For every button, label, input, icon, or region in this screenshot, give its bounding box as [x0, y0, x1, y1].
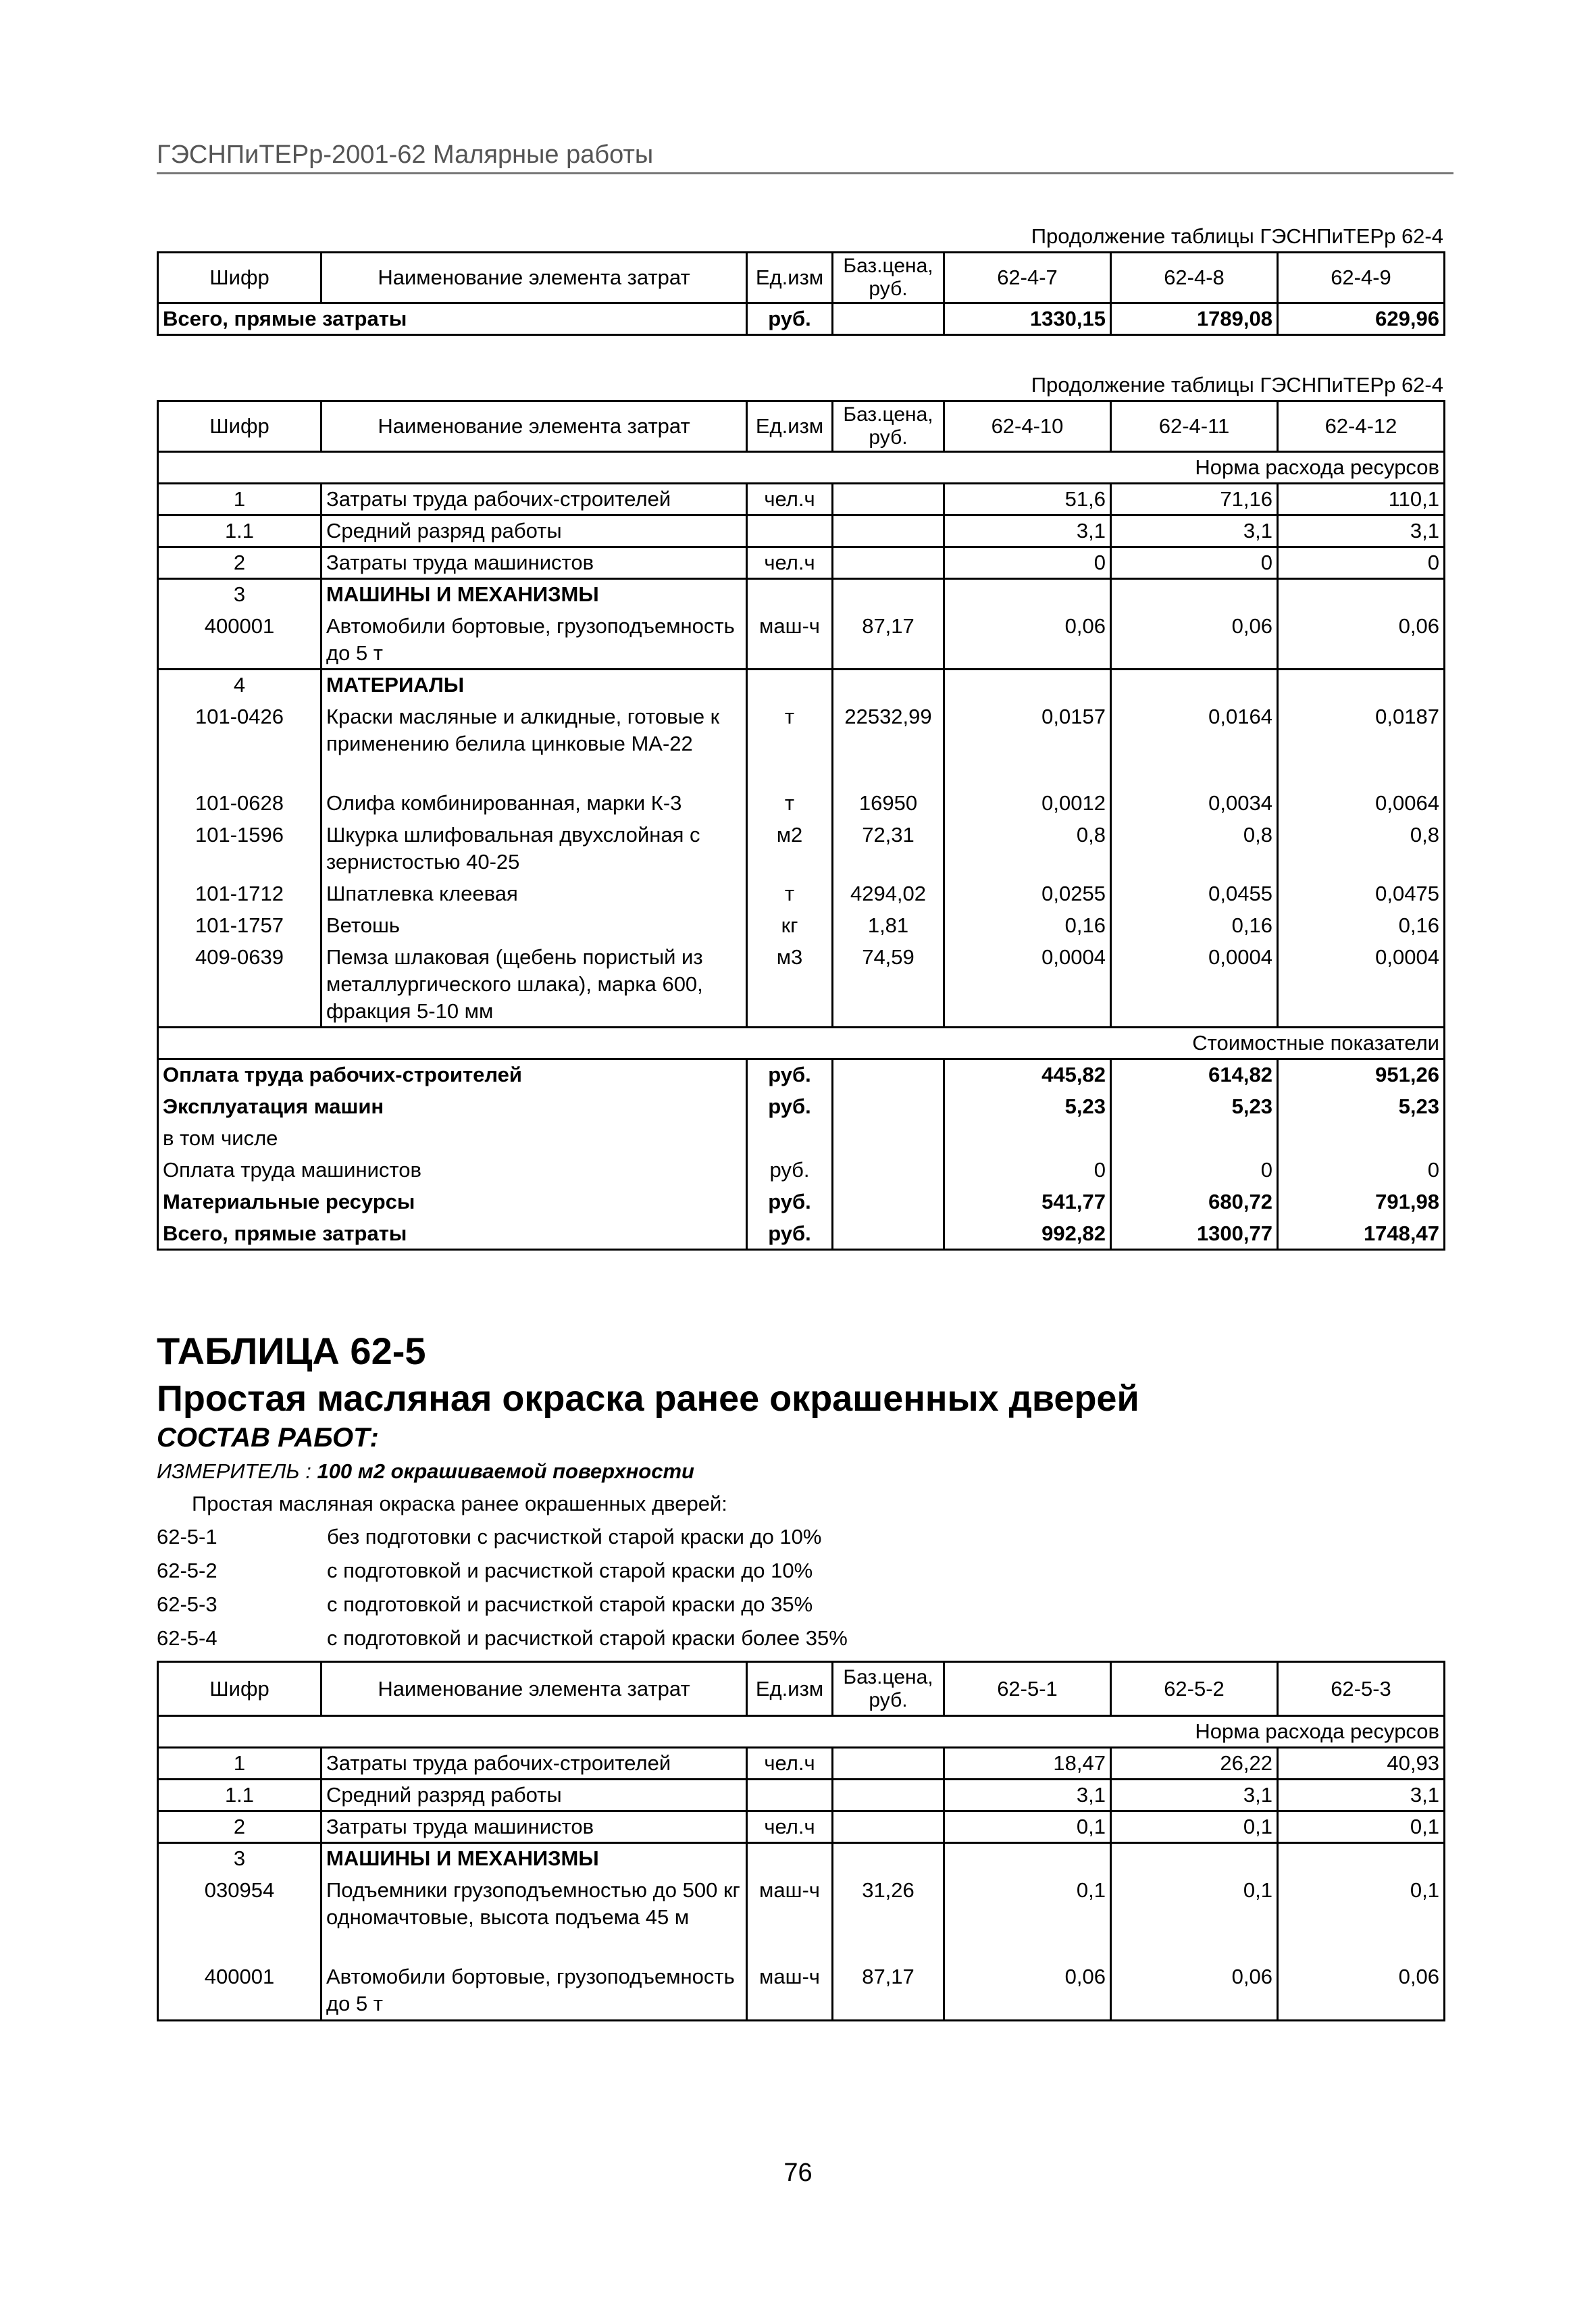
- row-value: 0: [1111, 1155, 1278, 1186]
- header-cell: 62-4-8: [1111, 253, 1278, 303]
- row-value: [1111, 579, 1278, 611]
- row-name: Автомобили бортовые, грузоподъемность до 5 т: [321, 611, 747, 670]
- norm-label-row: [158, 1716, 1445, 1748]
- work-item-text: с подготовкой и расчисткой старой краски до 35%: [327, 1592, 813, 1616]
- row-value: 1748,47: [1278, 1218, 1445, 1250]
- row-name: Олифа комбинированная, марки К-3: [321, 788, 747, 820]
- row-unit: маш-ч: [747, 1961, 833, 2021]
- measurement-unit: [157, 1455, 1443, 1488]
- table-row: [158, 1875, 1445, 1961]
- row-value: 0,0187: [1278, 701, 1445, 788]
- row-value: 3,1: [944, 515, 1111, 547]
- row-code: 101-1596: [158, 820, 321, 878]
- header-cell: 62-4-11: [1111, 401, 1278, 452]
- row-price: [833, 303, 944, 335]
- row-value: [944, 1123, 1111, 1155]
- table-row: [158, 547, 1445, 579]
- work-composition-heading: СОСТАВ РАБОТ:: [157, 1423, 379, 1453]
- row-unit: м3: [747, 942, 833, 1028]
- row-unit: руб.: [747, 303, 833, 335]
- row-value: 0,0064: [1278, 788, 1445, 820]
- table-name: Простая масляная окраска ранее окрашенных дверей: [157, 1378, 1139, 1419]
- header-cell: Шифр: [158, 253, 321, 303]
- row-value: 0,0004: [944, 942, 1111, 1028]
- work-item: [157, 1621, 1443, 1655]
- row-price: [833, 515, 944, 547]
- running-header: ГЭСНПиТЕРр-2001-62 Малярные работы: [157, 141, 1453, 174]
- row-value: 5,23: [944, 1091, 1111, 1123]
- work-item: [157, 1554, 1443, 1588]
- row-code: 400001: [158, 1961, 321, 2021]
- measurement-label: ИЗМЕРИТЕЛЬ :: [157, 1459, 311, 1483]
- row-price: [833, 484, 944, 515]
- row-unit: чел.ч: [747, 1811, 833, 1843]
- row-price: [833, 1059, 944, 1091]
- row-unit: т: [747, 701, 833, 788]
- row-value: 0,1: [1111, 1811, 1278, 1843]
- row-name: Затраты труда рабочих-строителей: [321, 484, 747, 515]
- row-unit: чел.ч: [747, 547, 833, 579]
- row-value: 0,8: [1278, 820, 1445, 878]
- row-value: 0,06: [1278, 611, 1445, 670]
- row-name: МАШИНЫ И МЕХАНИЗМЫ: [321, 1843, 747, 1875]
- row-value: 51,6: [944, 484, 1111, 515]
- section-row: [158, 1843, 1445, 1875]
- row-unit: чел.ч: [747, 484, 833, 515]
- row-price: [833, 1843, 944, 1875]
- row-code: 101-0628: [158, 788, 321, 820]
- row-code: 1.1: [158, 1780, 321, 1811]
- header-cell: 62-5-1: [944, 1662, 1111, 1716]
- row-value: 0: [1278, 1155, 1445, 1186]
- row-name: Оплата труда машинистов: [158, 1155, 747, 1186]
- cost-row: [158, 1059, 1445, 1091]
- row-value: 0,16: [1111, 910, 1278, 942]
- table-row: [158, 788, 1445, 820]
- table-row: [158, 484, 1445, 515]
- table-row: [158, 303, 1445, 335]
- row-unit: [747, 1123, 833, 1155]
- row-unit: т: [747, 878, 833, 910]
- row-price: [833, 1218, 944, 1250]
- norm-label: Норма расхода ресурсов: [158, 452, 1445, 484]
- row-price: [833, 1748, 944, 1780]
- row-value: 3,1: [944, 1780, 1111, 1811]
- row-code: 400001: [158, 611, 321, 670]
- row-price: 16950: [833, 788, 944, 820]
- cost-row: [158, 1218, 1445, 1250]
- table-row: [158, 1780, 1445, 1811]
- row-value: 791,98: [1278, 1186, 1445, 1218]
- row-value: 0,0157: [944, 701, 1111, 788]
- row-value: 629,96: [1278, 303, 1445, 335]
- cost-table: [157, 251, 1445, 336]
- row-value: 26,22: [1111, 1748, 1278, 1780]
- row-unit: маш-ч: [747, 611, 833, 670]
- row-price: 74,59: [833, 942, 944, 1028]
- row-price: [833, 1811, 944, 1843]
- row-value: 3,1: [1111, 1780, 1278, 1811]
- row-code: 1: [158, 484, 321, 515]
- row-value: 0,0034: [1111, 788, 1278, 820]
- row-unit: [747, 1843, 833, 1875]
- header-cell: Ед.изм: [747, 1662, 833, 1716]
- page-number: 76: [783, 2159, 813, 2187]
- row-code: 4: [158, 670, 321, 701]
- work-item-code: 62-5-4: [157, 1626, 217, 1650]
- work-item-text: с подготовкой и расчисткой старой краски до 10%: [327, 1559, 813, 1582]
- work-item-code: 62-5-2: [157, 1559, 217, 1582]
- row-value: 0,16: [944, 910, 1111, 942]
- row-value: 0,0004: [1278, 942, 1445, 1028]
- row-value: 1300,77: [1111, 1218, 1278, 1250]
- table-header-row: [158, 253, 1445, 303]
- cost-label: Стоимостные показатели: [158, 1028, 1445, 1059]
- row-value: 18,47: [944, 1748, 1111, 1780]
- work-item: [157, 1588, 1443, 1621]
- row-unit: руб.: [747, 1155, 833, 1186]
- work-item-code: 62-5-3: [157, 1592, 217, 1616]
- row-name: МАШИНЫ И МЕХАНИЗМЫ: [321, 579, 747, 611]
- row-price: [833, 1091, 944, 1123]
- row-name: Средний разряд работы: [321, 1780, 747, 1811]
- row-price: [833, 1186, 944, 1218]
- row-name: Эксплуатация машин: [158, 1091, 747, 1123]
- table-62-4-part1: [157, 222, 1443, 336]
- table-62-4-part2: [157, 370, 1443, 1251]
- row-value: 110,1: [1278, 484, 1445, 515]
- header-cell: Баз.цена, руб.: [833, 1662, 944, 1716]
- row-value: [1111, 670, 1278, 701]
- row-code: 2: [158, 1811, 321, 1843]
- row-value: 0,1: [1278, 1811, 1445, 1843]
- table-caption: Продолжение таблицы ГЭСНПиТЕРр 62-4: [1031, 373, 1443, 397]
- row-price: [833, 579, 944, 611]
- row-price: 87,17: [833, 1961, 944, 2021]
- row-value: 992,82: [944, 1218, 1111, 1250]
- work-intro: Простая масляная окраска ранее окрашенных дверей:: [192, 1492, 727, 1515]
- header-cell: 62-5-3: [1278, 1662, 1445, 1716]
- row-code: 101-1757: [158, 910, 321, 942]
- row-name: Оплата труда рабочих-строителей: [158, 1059, 747, 1091]
- row-value: 0: [944, 547, 1111, 579]
- row-unit: руб.: [747, 1186, 833, 1218]
- row-unit: чел.ч: [747, 1748, 833, 1780]
- table-row: [158, 515, 1445, 547]
- row-value: 0,06: [944, 1961, 1111, 2021]
- row-code: 2: [158, 547, 321, 579]
- row-value: 0,0004: [1111, 942, 1278, 1028]
- row-name: в том числе: [158, 1123, 747, 1155]
- row-value: 0,06: [1111, 1961, 1278, 2021]
- header-cell: 62-4-9: [1278, 253, 1445, 303]
- table-row: [158, 820, 1445, 878]
- table-62-5-intro: [157, 1330, 1443, 1655]
- row-price: [833, 1780, 944, 1811]
- table-row: [158, 910, 1445, 942]
- cost-row: [158, 1155, 1445, 1186]
- row-value: 1789,08: [1111, 303, 1278, 335]
- row-code: 101-0426: [158, 701, 321, 788]
- row-value: 0,8: [944, 820, 1111, 878]
- row-value: 0,8: [1111, 820, 1278, 878]
- header-cell: Шифр: [158, 1662, 321, 1716]
- row-name: Затраты труда рабочих-строителей: [321, 1748, 747, 1780]
- header-cell: Шифр: [158, 401, 321, 452]
- row-value: [1111, 1843, 1278, 1875]
- header-cell: Наименование элемента затрат: [321, 253, 747, 303]
- header-cell: Баз.цена, руб.: [833, 253, 944, 303]
- work-item-text: без подготовки с расчисткой старой краски до 10%: [327, 1525, 822, 1549]
- row-name: Пемза шлаковая (щебень пористый из металлургического шлака), марка 600, фракция 5-10 мм: [321, 942, 747, 1028]
- row-unit: [747, 670, 833, 701]
- table-row: [158, 611, 1445, 670]
- row-name: Материальные ресурсы: [158, 1186, 747, 1218]
- work-item-code: 62-5-1: [157, 1525, 217, 1549]
- header-cell: Ед.изм: [747, 253, 833, 303]
- row-value: 3,1: [1278, 1780, 1445, 1811]
- header-cell: 62-4-12: [1278, 401, 1445, 452]
- row-value: 951,26: [1278, 1059, 1445, 1091]
- row-value: [1278, 670, 1445, 701]
- work-item-text: с подготовкой и расчисткой старой краски более 35%: [327, 1626, 848, 1650]
- row-value: 3,1: [1278, 515, 1445, 547]
- row-name: Шкурка шлифовальная двухслойная с зернистостью 40-25: [321, 820, 747, 878]
- norm-label-row: [158, 452, 1445, 484]
- row-value: 680,72: [1111, 1186, 1278, 1218]
- row-value: 0: [1111, 547, 1278, 579]
- table-header-row: [158, 401, 1445, 452]
- row-value: [944, 670, 1111, 701]
- row-value: [1111, 1123, 1278, 1155]
- row-unit: [747, 515, 833, 547]
- row-value: 0,06: [944, 611, 1111, 670]
- row-price: 72,31: [833, 820, 944, 878]
- table-row: [158, 1811, 1445, 1843]
- row-value: 0: [1278, 547, 1445, 579]
- cost-row: [158, 1123, 1445, 1155]
- header-cell: 62-4-10: [944, 401, 1111, 452]
- row-unit: м2: [747, 820, 833, 878]
- row-value: 0,1: [1278, 1875, 1445, 1961]
- table-header-row: [158, 1662, 1445, 1716]
- row-name: Затраты труда машинистов: [321, 1811, 747, 1843]
- row-code: 1: [158, 1748, 321, 1780]
- resource-table: [157, 1661, 1445, 2021]
- row-value: [1278, 1123, 1445, 1155]
- row-name: МАТЕРИАЛЫ: [321, 670, 747, 701]
- row-value: [1278, 1843, 1445, 1875]
- row-name: Автомобили бортовые, грузоподъемность до 5 т: [321, 1961, 747, 2021]
- row-value: [944, 1843, 1111, 1875]
- row-value: 0,1: [1111, 1875, 1278, 1961]
- table-62-5: [157, 1661, 1443, 2021]
- header-cell: Ед.изм: [747, 401, 833, 452]
- row-name: Краски масляные и алкидные, готовые к применению белила цинковые МА-22: [321, 701, 747, 788]
- row-price: [833, 547, 944, 579]
- row-value: 0,0164: [1111, 701, 1278, 788]
- row-unit: т: [747, 788, 833, 820]
- row-value: 71,16: [1111, 484, 1278, 515]
- cost-row: [158, 1091, 1445, 1123]
- row-value: 0,0255: [944, 878, 1111, 910]
- row-code: 3: [158, 1843, 321, 1875]
- row-price: 22532,99: [833, 701, 944, 788]
- row-price: [833, 1123, 944, 1155]
- row-value: 541,77: [944, 1186, 1111, 1218]
- row-name: Затраты труда машинистов: [321, 547, 747, 579]
- table-caption: Продолжение таблицы ГЭСНПиТЕРр 62-4: [1031, 224, 1443, 248]
- row-value: 0,06: [1111, 611, 1278, 670]
- row-price: 4294,02: [833, 878, 944, 910]
- row-value: 40,93: [1278, 1748, 1445, 1780]
- row-value: 1330,15: [944, 303, 1111, 335]
- cost-row: [158, 1186, 1445, 1218]
- row-code: 030954: [158, 1875, 321, 1961]
- row-value: 3,1: [1111, 515, 1278, 547]
- header-cell: 62-5-2: [1111, 1662, 1278, 1716]
- row-unit: маш-ч: [747, 1875, 833, 1961]
- row-name: Средний разряд работы: [321, 515, 747, 547]
- row-value: 0,06: [1278, 1961, 1445, 2021]
- row-value: 0,1: [944, 1811, 1111, 1843]
- row-value: 0,16: [1278, 910, 1445, 942]
- header-cell: 62-4-7: [944, 253, 1111, 303]
- row-value: 445,82: [944, 1059, 1111, 1091]
- table-title: ТАБЛИЦА 62-5: [157, 1330, 426, 1372]
- row-code: 3: [158, 579, 321, 611]
- table-row: [158, 878, 1445, 910]
- table-row: [158, 1748, 1445, 1780]
- row-value: 0,0455: [1111, 878, 1278, 910]
- header-cell: Наименование элемента затрат: [321, 1662, 747, 1716]
- row-value: 5,23: [1111, 1091, 1278, 1123]
- row-value: 0,1: [944, 1875, 1111, 1961]
- norm-label: Норма расхода ресурсов: [158, 1716, 1445, 1748]
- row-unit: руб.: [747, 1059, 833, 1091]
- row-code: 101-1712: [158, 878, 321, 910]
- row-price: [833, 670, 944, 701]
- row-code: 1.1: [158, 515, 321, 547]
- row-name: Шпатлевка клеевая: [321, 878, 747, 910]
- header-cell: Наименование элемента затрат: [321, 401, 747, 452]
- row-price: [833, 1155, 944, 1186]
- row-unit: [747, 579, 833, 611]
- row-value: 0,0012: [944, 788, 1111, 820]
- cost-label-row: [158, 1028, 1445, 1059]
- table-row: [158, 942, 1445, 1028]
- row-name: Ветошь: [321, 910, 747, 942]
- row-price: 31,26: [833, 1875, 944, 1961]
- row-name: Всего, прямые затраты: [158, 303, 747, 335]
- row-value: 0,0475: [1278, 878, 1445, 910]
- row-value: [1278, 579, 1445, 611]
- table-row: [158, 1961, 1445, 2021]
- row-value: 0: [944, 1155, 1111, 1186]
- resource-table: [157, 400, 1445, 1251]
- header-cell: Баз.цена, руб.: [833, 401, 944, 452]
- row-unit: руб.: [747, 1091, 833, 1123]
- row-value: 614,82: [1111, 1059, 1278, 1091]
- row-price: 1,81: [833, 910, 944, 942]
- row-name: Подъемники грузоподъемностью до 500 кг одномачтовые, высота подъема 45 м: [321, 1875, 747, 1961]
- section-row: [158, 670, 1445, 701]
- row-price: 87,17: [833, 611, 944, 670]
- row-unit: кг: [747, 910, 833, 942]
- work-item: [157, 1520, 1443, 1554]
- row-unit: руб.: [747, 1218, 833, 1250]
- row-unit: [747, 1780, 833, 1811]
- row-value: 5,23: [1278, 1091, 1445, 1123]
- row-name: Всего, прямые затраты: [158, 1218, 747, 1250]
- section-row: [158, 579, 1445, 611]
- measurement-value: 100 м2 окрашиваемой поверхности: [317, 1459, 694, 1483]
- row-value: [944, 579, 1111, 611]
- row-code: 409-0639: [158, 942, 321, 1028]
- table-row: [158, 701, 1445, 788]
